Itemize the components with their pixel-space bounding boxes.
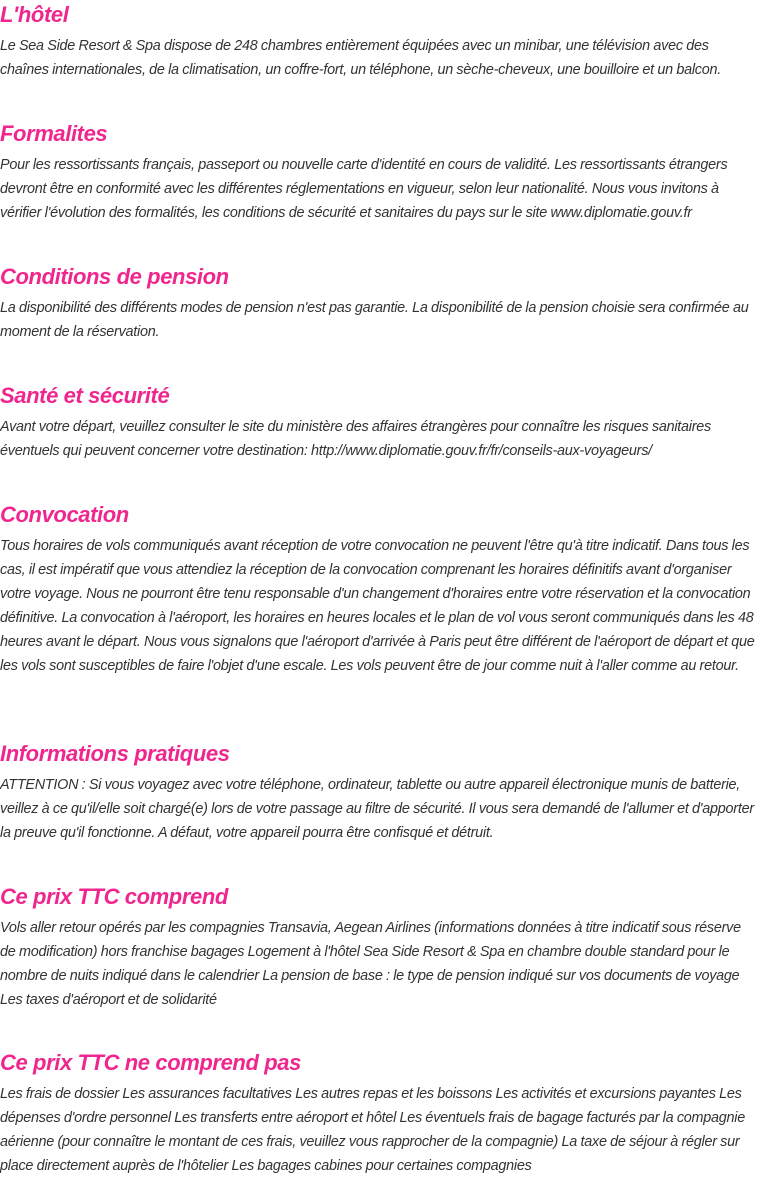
section-body-formalites: Pour les ressortissants français, passeport ou nouvelle carte d'identité en cours de validité. Les ressortissants étrangers devront être en conformité avec les différentes réglementations en vigueur, selon leur nationalité. Nous vous invitons à vérifier l'évolution des formalités, les conditions de sécurité et sanitaires du pays sur le site www.diplomatie.gouv.fr xyxy=(0,157,728,221)
section-conditions-pension xyxy=(0,262,758,344)
section-title-prix-ne-comprend-pas: Ce prix TTC ne comprend pas xyxy=(0,1050,301,1075)
section-title-formalites: Formalites xyxy=(0,121,108,146)
section-title-hotel: L'hôtel xyxy=(0,2,69,27)
section-body-informations-pratiques: ATTENTION : Si vous voyagez avec votre téléphone, ordinateur, tablette ou autre appareil électronique munis de batterie, veillez à ce qu'il/elle soit chargé(e) lors de votre passage au filtre de sécurité. Il vous sera demandé de l'allumer et d'apporter la preuve qu'il fonctionne. A défaut, votre appareil pourra être confisqué et détruit. xyxy=(0,777,754,841)
section-body-conditions-pension: La disponibilité des différents modes de pension n'est pas garantie. La disponibilité de la pension choisie sera confirmée au moment de la réservation. xyxy=(0,300,749,340)
section-title-sante-securite: Santé et sécurité xyxy=(0,383,170,408)
section-prix-ne-comprend-pas xyxy=(0,1048,758,1178)
section-sante-securite xyxy=(0,381,758,463)
section-title-prix-comprend: Ce prix TTC comprend xyxy=(0,884,228,909)
section-title-conditions-pension: Conditions de pension xyxy=(0,264,229,289)
section-title-convocation: Convocation xyxy=(0,502,129,527)
section-informations-pratiques xyxy=(0,739,758,845)
section-body-convocation: Tous horaires de vols communiqués avant réception de votre convocation ne peuvent l'être qu'à titre indicatif. Dans tous les cas, il est impératif que vous attendiez la réception de la convocation comprenant les horaires définitifs avant d'organiser votre voyage. Nous ne pourront être tenu responsable d'un changement d'horaires entre votre réservation et la convocation définitive. La convocation à l'aéroport, les horaires en heures locales et le plan de vol vous seront communiqués dans les 48 heures avant le départ. Nous vous signalons que l'aéroport d'arrivée à Paris peut être différent de l'aéroport de départ et que les vols sont susceptibles de faire l'objet d'une escale. Les vols peuvent être de jour comme nuit à l'aller comme au retour. xyxy=(0,538,755,674)
section-body-prix-ne-comprend-pas: Les frais de dossier Les assurances facultatives Les autres repas et les boissons Les activités et excursions payantes Les dépenses d'ordre personnel Les transferts entre aéroport et hôtel Les éventuels frais de bagage facturés par la compagnie aérienne (pour connaître le montant de ces frais, veuillez vous rapprocher de la compagnie) La taxe de séjour à régler sur place directement auprès de l'hôtelier Les bagages cabines pour certaines compagnies xyxy=(0,1086,745,1174)
section-body-sante-securite: Avant votre départ, veuillez consulter le site du ministère des affaires étrangères pour connaître les risques sanitaires éventuels qui peuvent concerner votre destination: http://www.diplomatie.gouv.fr/fr/conseils-aux-voyageurs/ xyxy=(0,419,711,459)
section-body-hotel: Le Sea Side Resort & Spa dispose de 248 chambres entièrement équipées avec un minibar, une télévision avec des chaînes internationales, de la climatisation, un coffre-fort, un téléphone, un sèche-cheveux, une bouilloire et un balcon. xyxy=(0,38,721,78)
section-title-informations-pratiques: Informations pratiques xyxy=(0,741,230,766)
section-prix-comprend xyxy=(0,882,758,1012)
section-body-prix-comprend: Vols aller retour opérés par les compagnies Transavia, Aegean Airlines (informations données à titre indicatif sous réserve de modification) hors franchise bagages Logement à l'hôtel Sea Side Resort & Spa en chambre double standard pour le nombre de nuits indiqué dans le calendrier La pension de base : le type de pension indiqué sur vos documents de voyage Les taxes d'aéroport et de solidarité xyxy=(0,920,741,1008)
section-convocation xyxy=(0,500,758,678)
section-formalites xyxy=(0,119,758,225)
section-hotel xyxy=(0,0,758,82)
